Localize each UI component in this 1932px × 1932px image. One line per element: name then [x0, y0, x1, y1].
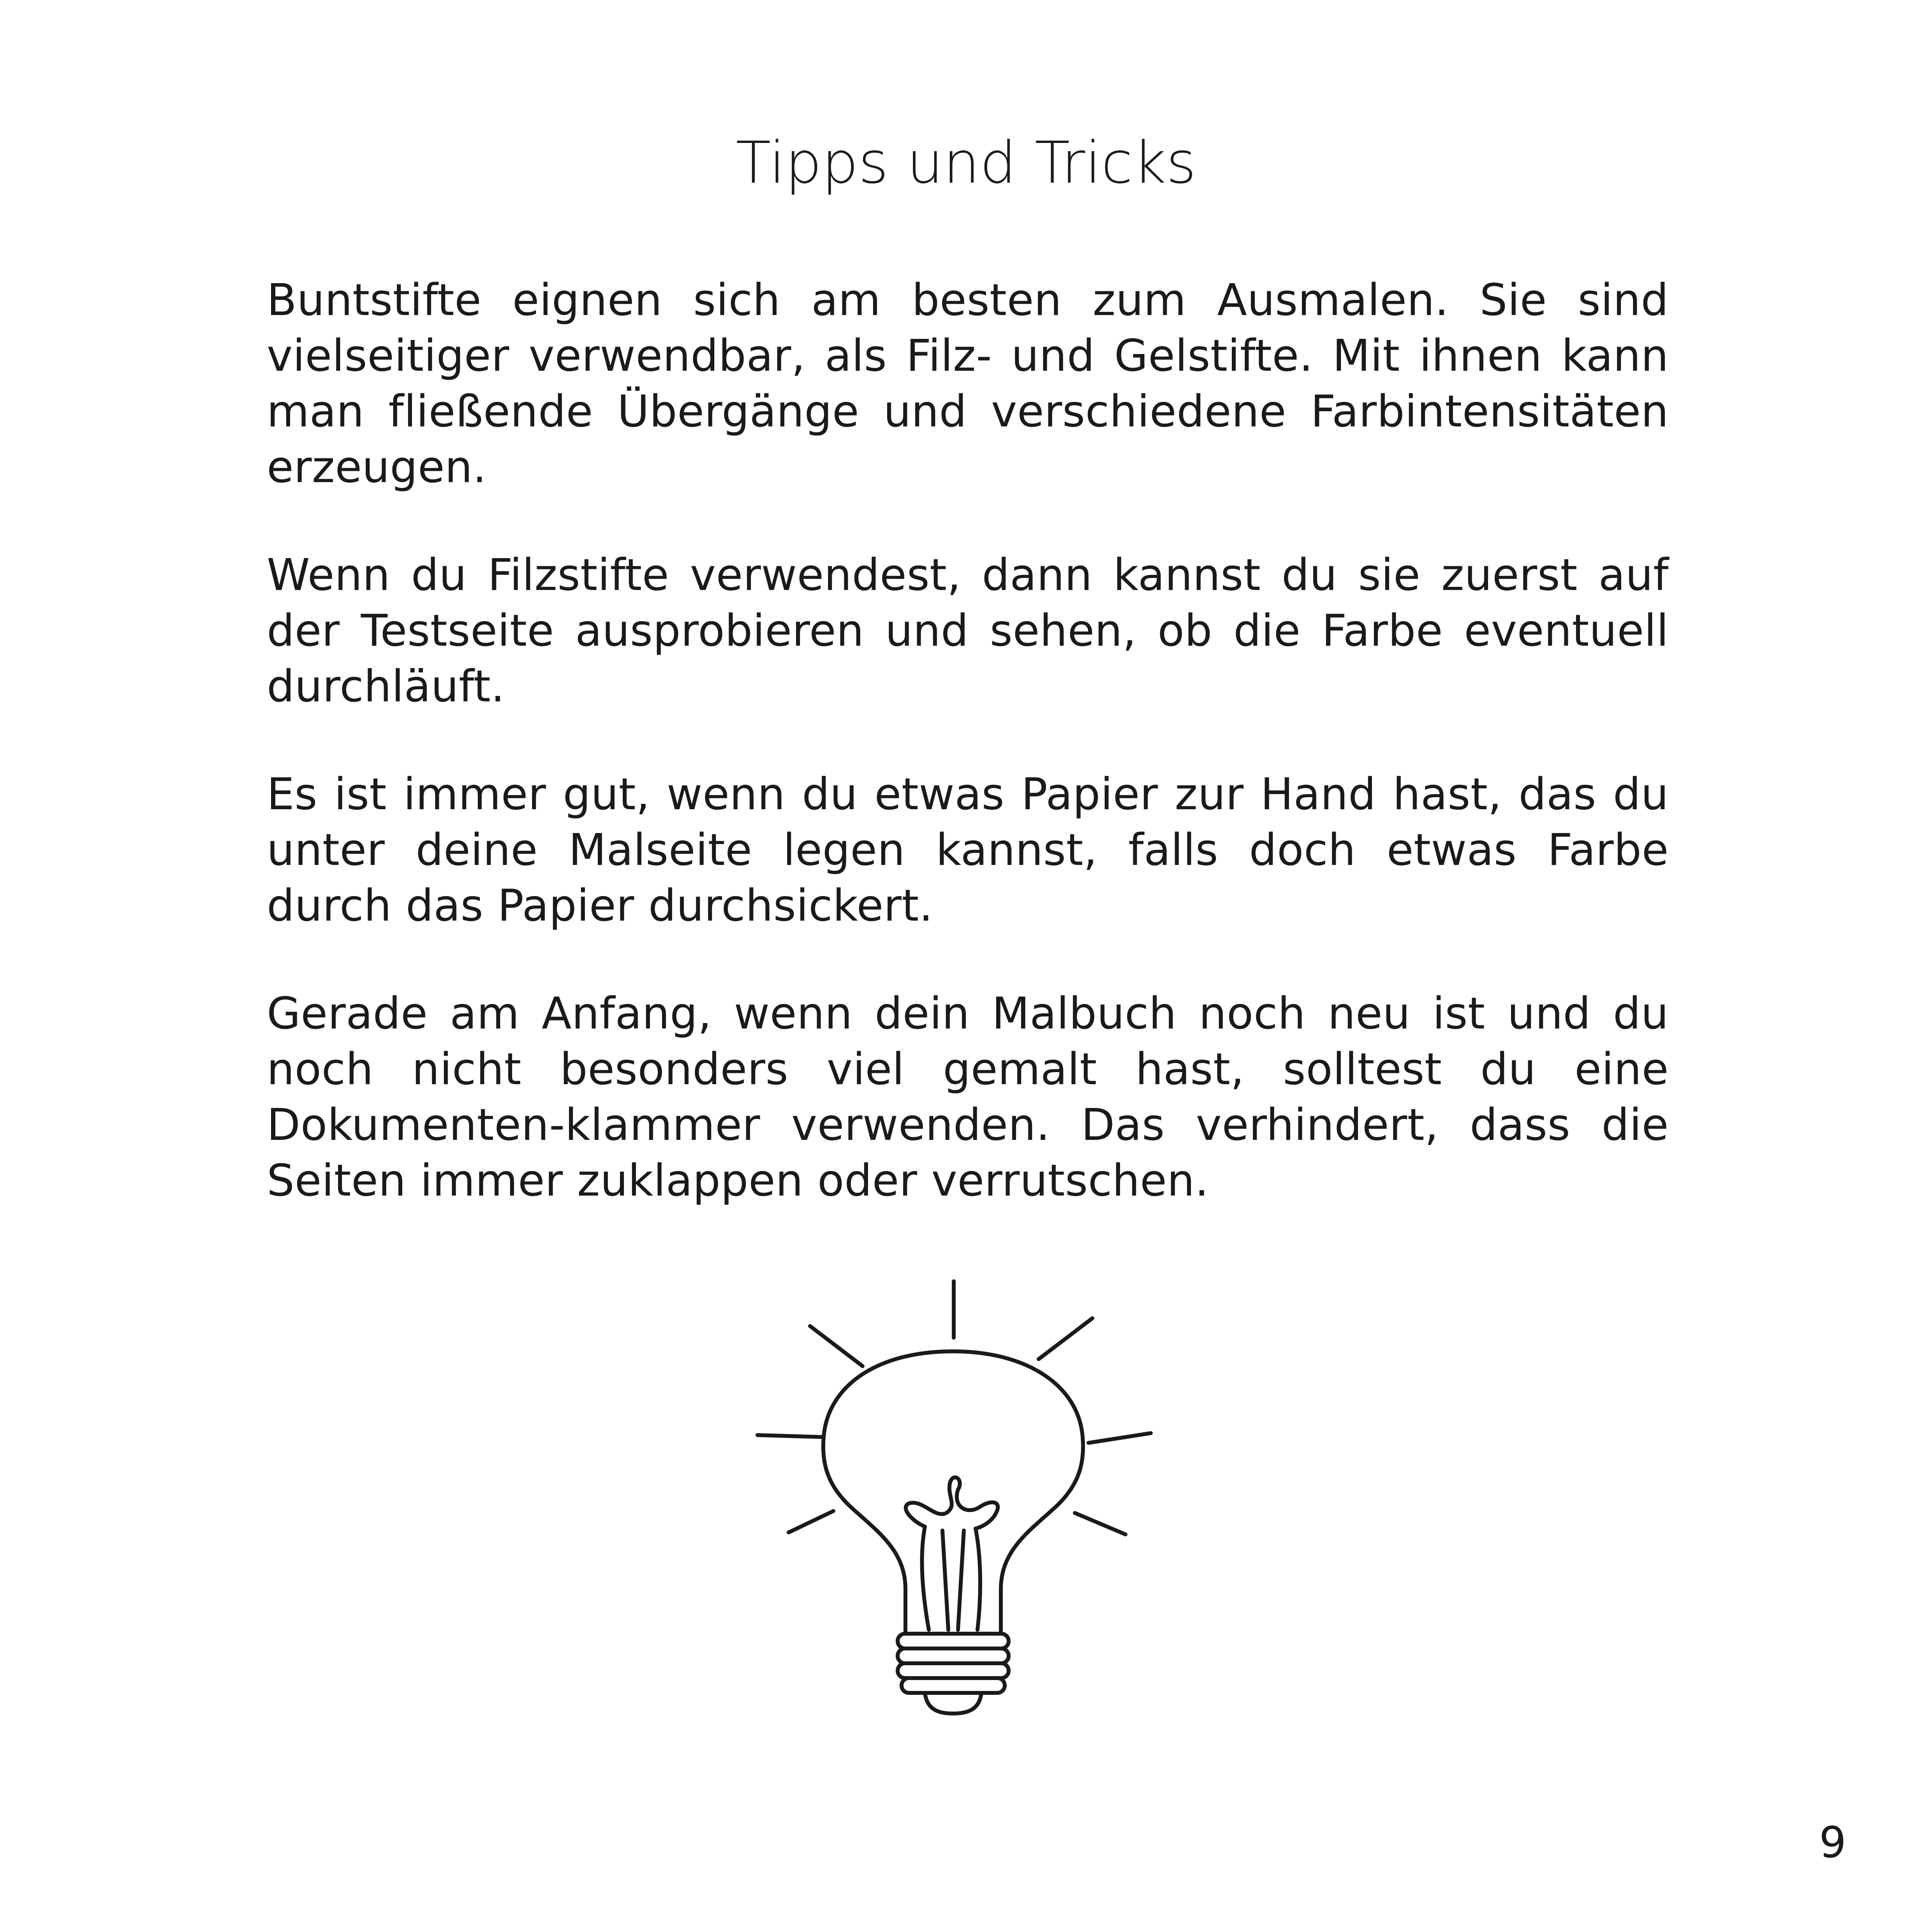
- paragraph-felt-pens: Wenn du Filzstifte verwendest, dann kannst du sie zuerst auf der Testseite ausprobieren und sehen, ob die Farbe eventuell durchläuft.: [267, 550, 1669, 712]
- ray-upper-left: [810, 1326, 863, 1366]
- bulb-filament: [906, 1478, 998, 1630]
- paragraph-paper-underlay: Es ist immer gut, wenn du etwas Papier zur Hand hast, das du unter deine Malseite legen kannst, falls doch etwas Farbe durch das Papier durchsickert.: [267, 769, 1669, 931]
- filament-wire-right: [958, 1530, 964, 1630]
- ray-upper-right: [1039, 1318, 1092, 1359]
- base-tip: [925, 1693, 981, 1714]
- ray-lower-left: [789, 1511, 833, 1532]
- ray-right: [1088, 1433, 1151, 1443]
- lightbulb-icon: [752, 1277, 1157, 1717]
- bulb-glass: [823, 1351, 1083, 1634]
- base-ring-2: [898, 1648, 1009, 1663]
- paragraph-document-clip: Gerade am Anfang, wenn dein Malbuch noch neu ist und du noch nicht besonders viel gemalt hast, solltest du eine Dokumenten-klammer verwenden. Das verhindert, dass die Seiten immer zuklappen oder verrutschen.: [267, 988, 1669, 1206]
- page-number: 9: [1819, 1818, 1846, 1867]
- ray-left: [757, 1435, 822, 1437]
- filament-wire-left: [942, 1530, 948, 1630]
- body-text: [267, 273, 1669, 1261]
- ray-lower-right: [1075, 1513, 1125, 1534]
- base-ring-4: [902, 1678, 1005, 1693]
- base-ring-3: [898, 1663, 1009, 1678]
- base-ring-1: [898, 1634, 1009, 1648]
- page-title: Tipps und Tricks: [736, 129, 1196, 196]
- paragraph-colored-pencils: Buntstifte eignen sich am besten zum Ausmalen. Sie sind vielseitiger verwendbar, als Filz- und Gelstifte. Mit ihnen kann man fließende Übergänge und verschiedene Farbintensitäten erzeugen.: [267, 275, 1669, 493]
